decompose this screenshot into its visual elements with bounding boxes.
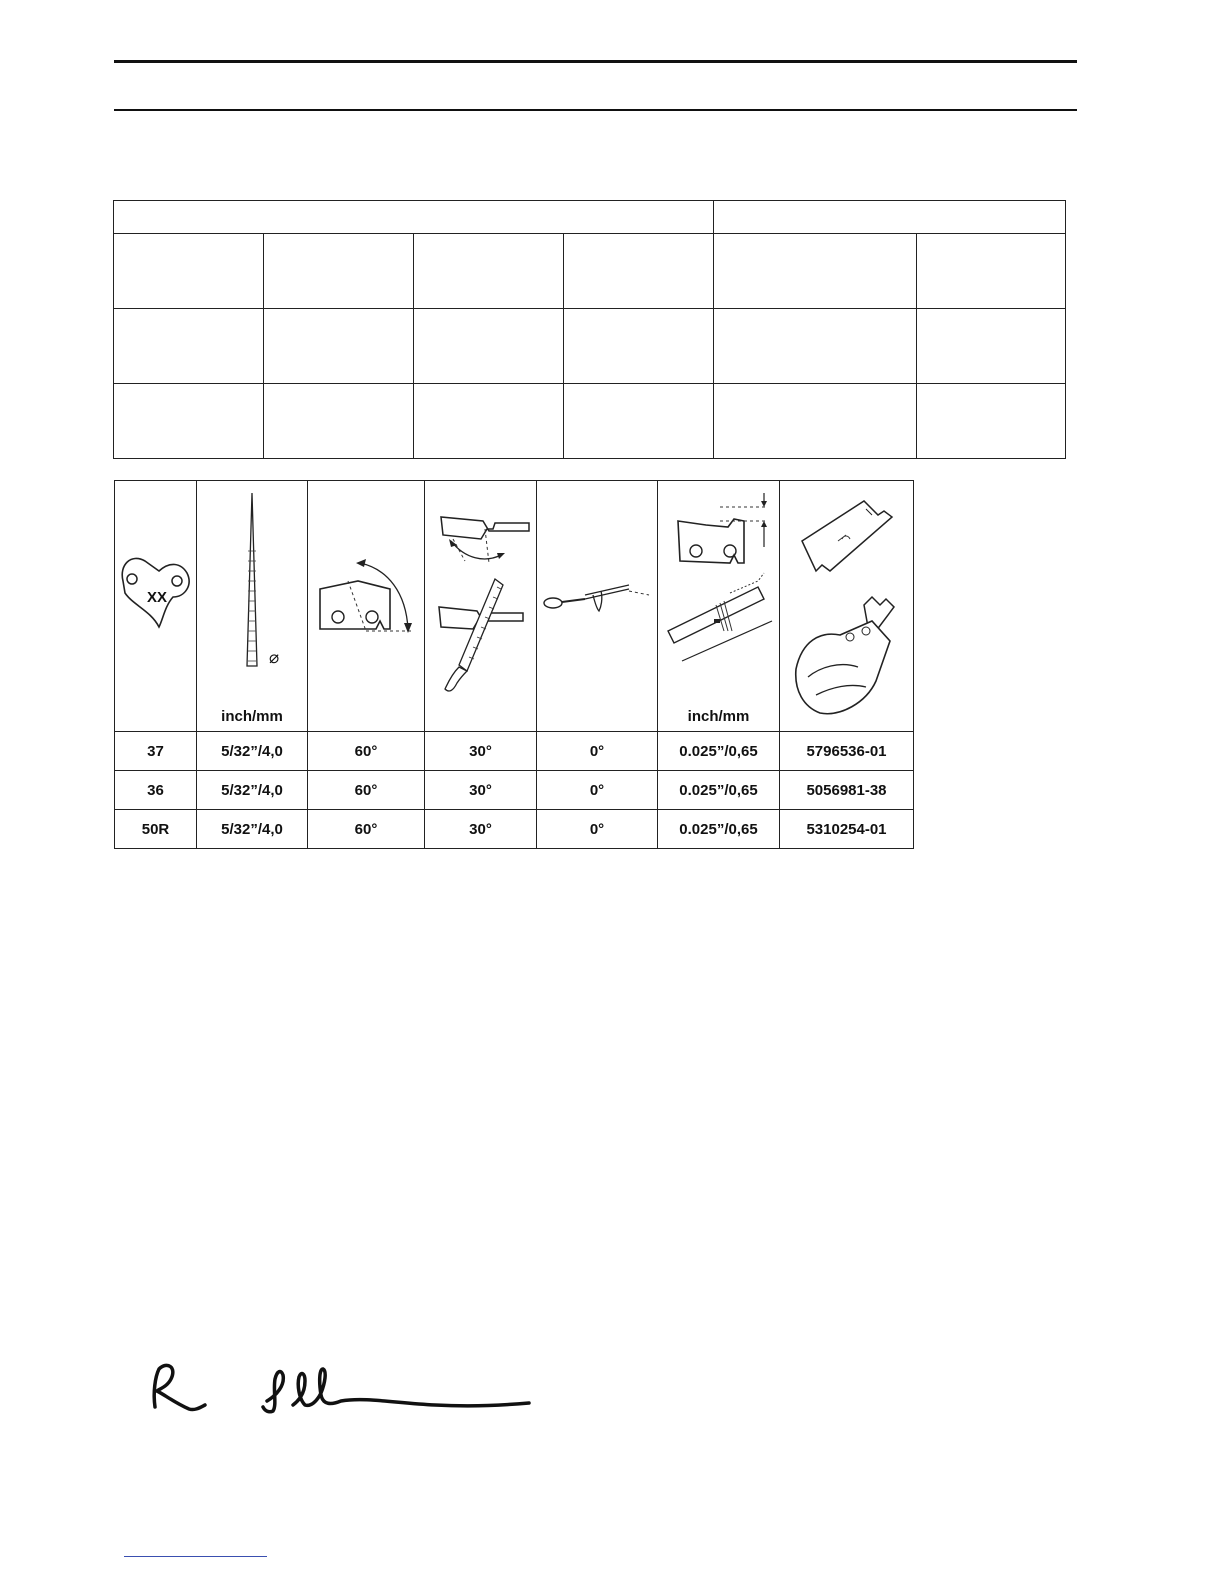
depth-unit-label: inch/mm bbox=[687, 708, 750, 725]
chain-filing-table bbox=[114, 480, 914, 849]
grid-cell bbox=[264, 234, 414, 309]
grid-cell bbox=[414, 309, 564, 384]
chain-type: 37 bbox=[115, 732, 197, 771]
grid-cell bbox=[264, 384, 414, 459]
grid-cell bbox=[714, 309, 917, 384]
grid-cell bbox=[414, 234, 564, 309]
top-plate-angle: 60° bbox=[308, 732, 425, 771]
grid-cell bbox=[917, 234, 1066, 309]
top-plate-angle-figure-cell bbox=[308, 481, 425, 732]
filing-angle: 30° bbox=[425, 732, 537, 771]
file-size: 5/32”/4,0 bbox=[197, 732, 308, 771]
file-size: 5/32”/4,0 bbox=[197, 810, 308, 849]
diameter-symbol: ⌀ bbox=[269, 648, 280, 668]
top-plate-angle-icon bbox=[308, 481, 424, 731]
depth-gauge: 0.025”/0,65 bbox=[658, 732, 780, 771]
round-file-figure-cell bbox=[197, 481, 308, 732]
filing-angle: 30° bbox=[425, 810, 537, 849]
grid-cell bbox=[564, 234, 714, 309]
table-row bbox=[115, 771, 914, 810]
grid-cell bbox=[714, 234, 917, 309]
grid-cell bbox=[414, 384, 564, 459]
chain-type: 36 bbox=[115, 771, 197, 810]
table-row bbox=[115, 810, 914, 849]
tool-part-number: 5056981-38 bbox=[780, 771, 914, 810]
filing-angle-icon bbox=[425, 481, 536, 731]
top-plate-angle: 60° bbox=[308, 771, 425, 810]
tilt-angle: 0° bbox=[537, 732, 658, 771]
grid-group-left bbox=[114, 201, 714, 234]
file-holder-icon bbox=[537, 481, 657, 731]
grid-cell bbox=[264, 309, 414, 384]
tilt-angle: 0° bbox=[537, 771, 658, 810]
round-file-icon bbox=[197, 481, 307, 731]
depth-gauge-tool-icon bbox=[780, 481, 913, 731]
signature bbox=[145, 1355, 545, 1425]
depth-gauge-icon bbox=[658, 481, 779, 731]
header-rule-bottom bbox=[114, 109, 1077, 111]
top-plate-angle: 60° bbox=[308, 810, 425, 849]
drive-link-mark: XX bbox=[146, 589, 168, 606]
tool-part-number: 5310254-01 bbox=[780, 810, 914, 849]
depth-gauge-figure-cell bbox=[658, 481, 780, 732]
tool-figure-cell bbox=[780, 481, 914, 732]
drive-link-figure-cell bbox=[115, 481, 197, 732]
grid-cell bbox=[114, 309, 264, 384]
header-rule-top bbox=[114, 60, 1077, 63]
grid-cell bbox=[917, 384, 1066, 459]
grid-cell bbox=[114, 234, 264, 309]
chain-type: 50R bbox=[115, 810, 197, 849]
grid-cell bbox=[917, 309, 1066, 384]
depth-gauge: 0.025”/0,65 bbox=[658, 810, 780, 849]
grid-cell bbox=[564, 384, 714, 459]
drive-link-icon bbox=[115, 481, 196, 731]
bar-chain-grid bbox=[113, 200, 1066, 459]
grid-cell bbox=[714, 384, 917, 459]
grid-group-right bbox=[714, 201, 1066, 234]
depth-gauge: 0.025”/0,65 bbox=[658, 771, 780, 810]
filing-angle: 30° bbox=[425, 771, 537, 810]
tilt-angle-figure-cell bbox=[537, 481, 658, 732]
file-size: 5/32”/4,0 bbox=[197, 771, 308, 810]
tool-part-number: 5796536-01 bbox=[780, 732, 914, 771]
table-row bbox=[115, 732, 914, 771]
file-unit-label: inch/mm bbox=[221, 708, 283, 725]
tilt-angle: 0° bbox=[537, 810, 658, 849]
footer-link-underline bbox=[124, 1556, 267, 1557]
grid-cell bbox=[114, 384, 264, 459]
filing-angle-figure-cell bbox=[425, 481, 537, 732]
grid-cell bbox=[564, 309, 714, 384]
